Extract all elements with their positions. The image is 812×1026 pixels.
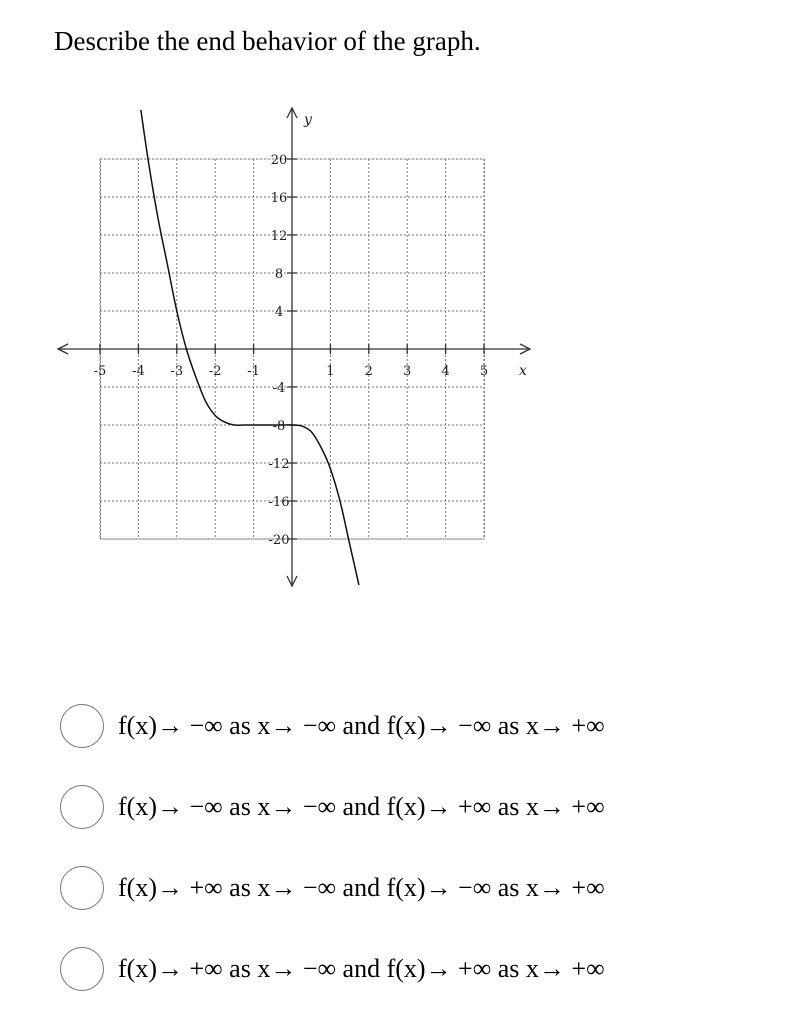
y-tick-label: -20 — [268, 533, 290, 548]
axes — [58, 108, 530, 586]
x-tick-label: 4 — [441, 364, 450, 379]
x-tick-label: 5 — [479, 364, 489, 379]
y-tick-label: 20 — [270, 153, 288, 168]
x-tick-label: -1 — [247, 364, 260, 379]
option-2[interactable] — [60, 783, 605, 831]
y-tick-label: 8 — [274, 267, 284, 282]
radio-button[interactable] — [60, 785, 104, 829]
y-tick-label: -8 — [272, 419, 286, 434]
radio-button[interactable] — [60, 704, 104, 748]
option-label: f(x)→ −∞ as x→ −∞ and f(x)→ −∞ as x→ +∞ — [118, 711, 605, 740]
option-label: f(x)→ −∞ as x→ −∞ and f(x)→ +∞ as x→ +∞ — [118, 792, 605, 821]
option-1[interactable] — [60, 702, 605, 750]
x-tick-label: -4 — [132, 364, 145, 379]
option-label: f(x)→ +∞ as x→ −∞ and f(x)→ +∞ as x→ +∞ — [118, 954, 605, 983]
radio-button[interactable] — [60, 947, 104, 991]
y-tick-label: 12 — [270, 229, 288, 244]
x-axis-label: x — [519, 363, 527, 379]
option-label: f(x)→ +∞ as x→ −∞ and f(x)→ −∞ as x→ +∞ — [118, 873, 605, 902]
option-4[interactable] — [60, 945, 605, 993]
y-axis-label: y — [304, 112, 312, 128]
y-tick-label: 16 — [270, 191, 288, 206]
x-tick-label: 2 — [364, 364, 373, 379]
y-tick-label: -12 — [268, 457, 290, 472]
tick-labels — [94, 112, 527, 548]
answer-options — [60, 702, 605, 1026]
x-tick-label: -3 — [170, 364, 184, 379]
x-tick-label: -2 — [208, 364, 222, 379]
option-3[interactable] — [60, 864, 605, 912]
y-tick-label: 4 — [274, 305, 284, 320]
y-tick-label: -16 — [268, 495, 290, 510]
y-tick-label: -4 — [272, 381, 286, 396]
radio-button[interactable] — [60, 866, 104, 910]
x-tick-label: 3 — [403, 364, 412, 379]
x-tick-label: 1 — [326, 364, 335, 379]
x-tick-label: -5 — [93, 364, 107, 379]
question-text: Describe the end behavior of the graph. — [54, 26, 481, 56]
